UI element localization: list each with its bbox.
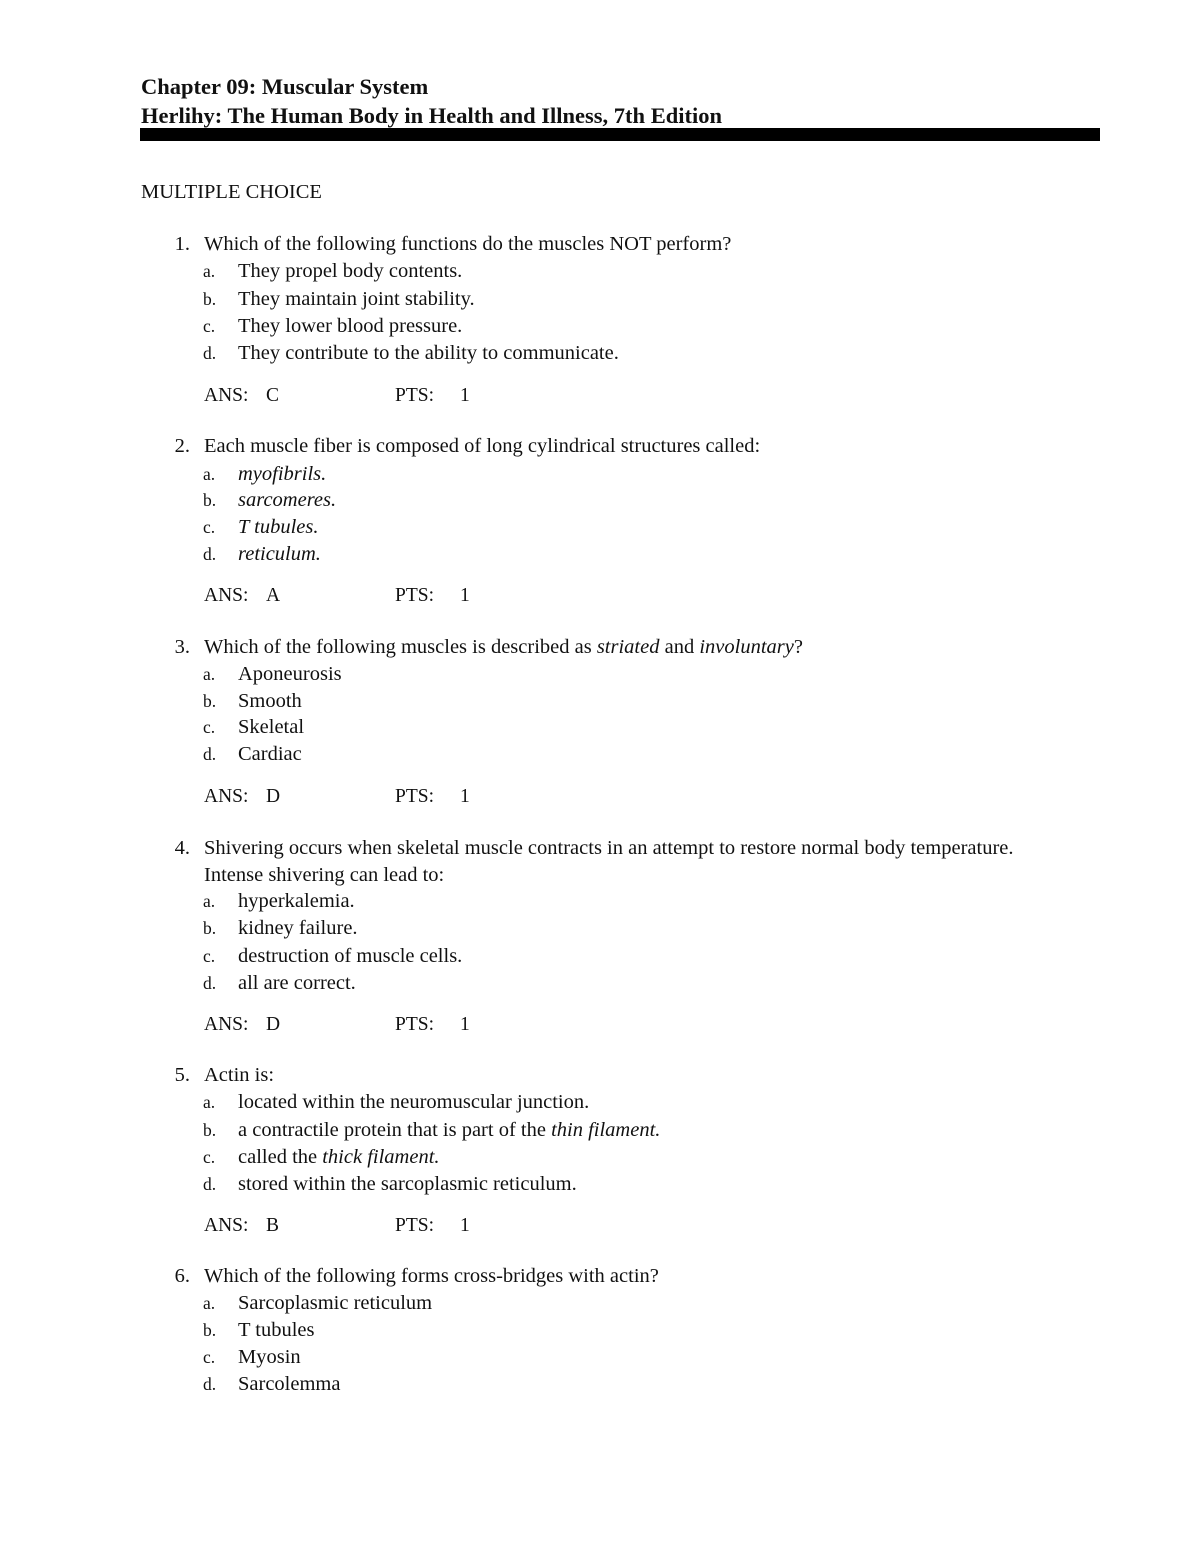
points-label: PTS:	[395, 1215, 435, 1236]
question-number: 2.	[174, 435, 190, 457]
option-text	[238, 541, 321, 568]
option-text: Sarcolemma	[238, 1373, 341, 1395]
option-text-plain: called the	[238, 1146, 323, 1168]
question-stem: Actin is:	[204, 1064, 275, 1086]
option-letter: a.	[203, 1293, 216, 1313]
points-label: PTS:	[395, 385, 435, 406]
option-letter: d.	[203, 1174, 217, 1194]
option-letter: d.	[203, 973, 217, 993]
question-number: 5.	[174, 1064, 190, 1086]
points-label: PTS:	[395, 1014, 435, 1035]
option-letter: b.	[203, 490, 217, 510]
option-letter: c.	[203, 1147, 216, 1167]
option-letter: d.	[203, 744, 217, 764]
answer-label: ANS:	[204, 786, 249, 807]
option-text: Myosin	[238, 1346, 301, 1368]
option-text: They lower blood pressure.	[238, 315, 463, 337]
option-text	[238, 461, 326, 488]
option-text-em: sarcomeres.	[238, 489, 337, 511]
question-number: 1.	[174, 233, 190, 255]
answer-label: ANS:	[204, 585, 249, 606]
option-letter: a.	[203, 464, 216, 484]
option-text: stored within the sarcoplasmic reticulum.	[238, 1173, 577, 1195]
option-text: Aponeurosis	[238, 663, 342, 685]
option-text: Sarcoplasmic reticulum	[238, 1292, 433, 1314]
option-letter: d.	[203, 544, 217, 564]
option-text: They propel body contents.	[238, 260, 463, 282]
answer-label: ANS:	[204, 1014, 249, 1035]
points-value: 1	[460, 385, 470, 406]
question-number: 4.	[174, 837, 190, 859]
option-text-plain: a contractile protein that is part of the	[238, 1119, 552, 1141]
answer-value: C	[266, 385, 280, 406]
option-text: all are correct.	[238, 972, 356, 994]
option-letter: a.	[203, 1092, 216, 1112]
question-number: 3.	[174, 636, 190, 658]
option-letter: b.	[203, 1120, 217, 1140]
option-text-em: reticulum.	[238, 543, 321, 565]
stem-text: and	[659, 636, 700, 658]
option-text: They contribute to the ability to communicate.	[238, 342, 619, 364]
option-text: hyperkalemia.	[238, 890, 355, 912]
section-title: MULTIPLE CHOICE	[141, 181, 322, 203]
option-letter: d.	[203, 1374, 217, 1394]
option-letter: b.	[203, 289, 217, 309]
option-letter: c.	[203, 517, 216, 537]
stem-emphasis: striated	[596, 636, 660, 658]
option-text	[238, 1117, 660, 1144]
option-letter: a.	[203, 891, 216, 911]
option-letter: c.	[203, 946, 216, 966]
points-label: PTS:	[395, 585, 435, 606]
option-text	[238, 514, 319, 541]
option-letter: c.	[203, 717, 216, 737]
option-text: Skeletal	[238, 716, 305, 738]
document-header	[141, 72, 1101, 130]
chapter-title: Chapter 09: Muscular System	[141, 74, 429, 99]
question-stem: Shivering occurs when skeletal muscle contracts in an attempt to restore normal body temperature. Intense shivering can lead to:	[204, 837, 1014, 886]
stem-text: Which of the following muscles is described as	[204, 636, 597, 658]
answer-label: ANS:	[204, 1215, 249, 1236]
question-stem: Which of the following forms cross-bridges with actin?	[204, 1265, 659, 1287]
stem-text: ?	[793, 636, 803, 658]
option-text	[238, 487, 336, 514]
question-stem: Which of the following functions do the muscles NOT perform?	[204, 233, 732, 255]
option-letter: b.	[203, 691, 217, 711]
option-letter: c.	[203, 316, 216, 336]
question-number: 6.	[174, 1265, 190, 1287]
option-letter: b.	[203, 918, 217, 938]
points-value: 1	[460, 786, 470, 807]
points-value: 1	[460, 1215, 470, 1236]
option-text-em: myofibrils.	[238, 463, 327, 485]
book-title: Herlihy: The Human Body in Health and Illness, 7th Edition	[141, 103, 722, 128]
option-text	[238, 1144, 440, 1171]
option-text: destruction of muscle cells.	[238, 945, 463, 967]
option-text: Cardiac	[238, 743, 302, 765]
option-letter: b.	[203, 1320, 217, 1340]
option-text: Smooth	[238, 690, 302, 712]
points-value: 1	[460, 585, 470, 606]
answer-value: B	[266, 1215, 280, 1236]
answer-value: D	[266, 1014, 281, 1035]
option-letter: a.	[203, 664, 216, 684]
option-text-em: T tubules.	[238, 516, 319, 538]
answer-value: D	[266, 786, 281, 807]
points-value: 1	[460, 1014, 470, 1035]
option-letter: a.	[203, 261, 216, 281]
option-text: T tubules	[238, 1319, 315, 1341]
option-text: They maintain joint stability.	[238, 288, 475, 310]
option-text: located within the neuromuscular junction.	[238, 1091, 590, 1113]
question-stem: Each muscle fiber is composed of long cylindrical structures called:	[204, 435, 761, 457]
option-letter: d.	[203, 343, 217, 363]
option-text-em: thin filament.	[551, 1119, 661, 1141]
option-letter: c.	[203, 1347, 216, 1367]
points-label: PTS:	[395, 786, 435, 807]
answer-value: A	[266, 585, 281, 606]
option-text: kidney failure.	[238, 917, 358, 939]
question-stem	[204, 634, 1054, 661]
option-text-em: thick filament.	[322, 1146, 440, 1168]
answer-label: ANS:	[204, 385, 249, 406]
header-rule	[140, 128, 1100, 141]
stem-emphasis: involuntary	[699, 636, 794, 658]
